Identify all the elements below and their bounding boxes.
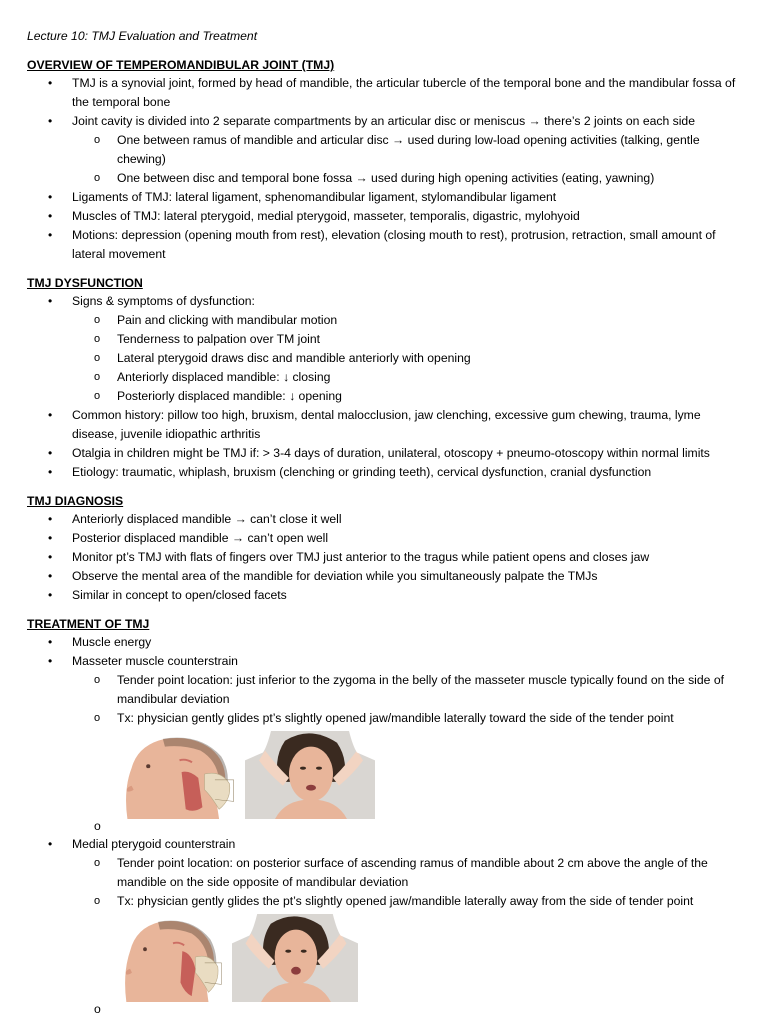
- sub-bullet-marker: o: [94, 314, 101, 326]
- list-item: [27, 652, 743, 835]
- treatment-photo: [232, 914, 358, 1002]
- bullet-list: [27, 633, 743, 1018]
- bullet-marker: •: [48, 588, 53, 602]
- list-item-text: Monitor pt’s TMJ with flats of fingers over TMJ just anterior to the tragus while patient opens and closes jaw: [72, 550, 650, 564]
- bullet-marker: •: [48, 294, 53, 308]
- list-item: [27, 463, 743, 482]
- sub-bullet-marker: o: [94, 857, 101, 869]
- sub-list-item-text: Tx: physician gently glides the pt’s slightly opened jaw/mandible laterally away from the side of tender point: [117, 894, 694, 908]
- list-item-text: TMJ is a synovial joint, formed by head of mandible, the articular tubercle of the temporal bone and the mandibular fossa of the temporal bone: [72, 76, 736, 109]
- bullet-marker: •: [48, 635, 53, 649]
- bullet-marker: •: [48, 512, 53, 526]
- sub-list-item-text: Tenderness to palpation over TM joint: [117, 332, 321, 346]
- section-heading: OVERVIEW OF TEMPEROMANDIBULAR JOINT (TMJ): [27, 58, 335, 72]
- sub-bullet-marker: o: [94, 1002, 101, 1016]
- section-heading: TMJ DYSFUNCTION: [27, 276, 143, 290]
- figure-list-item: [72, 731, 743, 835]
- bullet-marker: •: [48, 408, 53, 422]
- section: [27, 274, 743, 482]
- sub-list-item-text: Pain and clicking with mandibular motion: [117, 313, 338, 327]
- list-item: [27, 444, 743, 463]
- bullet-marker: •: [48, 114, 53, 128]
- list-item-text: Ligaments of TMJ: lateral ligament, sphenomandibular ligament, stylomandibular ligament: [72, 190, 557, 204]
- sub-bullet-list: [72, 854, 743, 1018]
- bullet-marker: •: [48, 837, 53, 851]
- section-heading: TREATMENT OF TMJ: [27, 617, 150, 631]
- list-item: [27, 510, 743, 529]
- bullet-marker: •: [48, 228, 53, 242]
- list-item-text: Masseter muscle counterstrain: [72, 654, 238, 668]
- bullet-marker: •: [48, 446, 53, 460]
- bullet-marker: •: [48, 465, 53, 479]
- treatment-photo: [245, 731, 375, 819]
- list-item: [27, 406, 743, 444]
- figure-row: [117, 731, 743, 819]
- section-heading: TMJ DIAGNOSIS: [27, 494, 124, 508]
- sub-bullet-marker: o: [94, 333, 101, 345]
- sub-list-item: [72, 671, 743, 709]
- sub-list-item: [72, 131, 743, 169]
- sub-list-item-text: Anteriorly displaced mandible: ↓ closing: [117, 370, 331, 384]
- bullet-marker: •: [48, 76, 53, 90]
- bullet-marker: •: [48, 550, 53, 564]
- bullet-marker: •: [48, 190, 53, 204]
- sub-bullet-marker: o: [94, 895, 101, 907]
- sub-list-item: [72, 311, 743, 330]
- section: [27, 56, 743, 264]
- sub-list-item-text: Posteriorly displaced mandible: ↓ opening: [117, 389, 342, 403]
- list-item: [27, 835, 743, 1018]
- list-item-text: Observe the mental area of the mandible for deviation while you simultaneously palpate the TMJs: [72, 569, 598, 583]
- list-item: [27, 112, 743, 188]
- sub-bullet-list: [72, 311, 743, 406]
- section: [27, 492, 743, 605]
- sub-list-item: [72, 368, 743, 387]
- list-item-text: Muscle energy: [72, 635, 152, 649]
- sub-list-item: [72, 892, 743, 911]
- sub-list-item: [72, 169, 743, 188]
- list-item: [27, 633, 743, 652]
- bullet-marker: •: [48, 654, 53, 668]
- bullet-marker: •: [48, 531, 53, 545]
- list-item-text: Muscles of TMJ: lateral pterygoid, medial pterygoid, masseter, temporalis, digastric, mylohyoid: [72, 209, 580, 223]
- anatomy-illustration: [117, 731, 242, 819]
- list-item-text: Medial pterygoid counterstrain: [72, 837, 236, 851]
- document-title: Lecture 10: TMJ Evaluation and Treatment: [27, 29, 258, 43]
- list-item-text: Posterior displaced mandible → can’t open well: [72, 531, 329, 545]
- sub-bullet-marker: o: [94, 172, 101, 184]
- empty-sub-bullet: [94, 1002, 743, 1018]
- bullet-list: [27, 292, 743, 482]
- list-item: [27, 188, 743, 207]
- sub-bullet-list: [72, 671, 743, 835]
- sub-list-item: [72, 709, 743, 728]
- list-item-text: Signs & symptoms of dysfunction:: [72, 294, 255, 308]
- sub-bullet-marker: o: [94, 352, 101, 364]
- section: [27, 615, 743, 1018]
- list-item-text: Motions: depression (opening mouth from rest), elevation (closing mouth to rest), protrusion, retraction, small amount of lateral movement: [72, 228, 716, 261]
- list-item-text: Joint cavity is divided into 2 separate compartments by an articular disc or meniscus → there’s 2 joints on each side: [72, 114, 695, 128]
- bullet-marker: •: [48, 209, 53, 223]
- sub-list-item: [72, 854, 743, 892]
- sub-list-item: [72, 330, 743, 349]
- sub-bullet-marker: o: [94, 134, 101, 146]
- sections-container: [27, 56, 743, 1018]
- bullet-list: [27, 74, 743, 264]
- list-item-text: Anteriorly displaced mandible → can’t close it well: [72, 512, 342, 526]
- bullet-marker: •: [48, 569, 53, 583]
- list-item-text: Otalgia in children might be TMJ if: > 3-4 days of duration, unilateral, otoscopy + pneumo-otoscopy within normal limits: [72, 446, 710, 460]
- sub-list-item: [72, 387, 743, 406]
- list-item: [27, 529, 743, 548]
- sub-list-item-text: One between ramus of mandible and articular disc → used during low-load opening activities (talking, gentle chewing): [117, 133, 700, 166]
- sub-list-item-text: Tx: physician gently glides pt’s slightly opened jaw/mandible laterally toward the side of the tender point: [117, 711, 674, 725]
- document-page: [27, 26, 743, 1018]
- sub-bullet-marker: o: [94, 819, 101, 833]
- sub-list-item-text: Tender point location: just inferior to the zygoma in the belly of the masseter muscle typically found on the side of mandibular deviation: [117, 673, 724, 706]
- sub-list-item-text: Tender point location: on posterior surface of ascending ramus of mandible about 2 cm above the angle of the mandible on the side opposite of mandibular deviation: [117, 856, 708, 889]
- list-item-text: Similar in concept to open/closed facets: [72, 588, 287, 602]
- bullet-list: [27, 510, 743, 605]
- sub-bullet-marker: o: [94, 674, 101, 686]
- sub-bullet-marker: o: [94, 371, 101, 383]
- list-item: [27, 74, 743, 112]
- list-item: [27, 548, 743, 567]
- list-item-text: Etiology: traumatic, whiplash, bruxism (clenching or grinding teeth), cervical dysfunction, cranial dysfunction: [72, 465, 652, 479]
- list-item-text: Common history: pillow too high, bruxism, dental malocclusion, jaw clenching, excessive gum chewing, trauma, lyme disease, juvenile idiopathic arthritis: [72, 408, 701, 441]
- empty-sub-bullet: [94, 819, 743, 835]
- list-item: [27, 226, 743, 264]
- sub-list-item-text: One between disc and temporal bone fossa → used during high opening activities (eating, yawning): [117, 171, 655, 185]
- list-item: [27, 207, 743, 226]
- sub-bullet-list: [72, 131, 743, 188]
- list-item: [27, 292, 743, 406]
- sub-bullet-marker: o: [94, 390, 101, 402]
- anatomy-illustration: [117, 914, 229, 1002]
- sub-list-item-text: Lateral pterygoid draws disc and mandible anteriorly with opening: [117, 351, 471, 365]
- figure-list-item: [72, 914, 743, 1018]
- sub-bullet-marker: o: [94, 712, 101, 724]
- sub-list-item: [72, 349, 743, 368]
- list-item: [27, 586, 743, 605]
- list-item: [27, 567, 743, 586]
- figure-row: [117, 914, 743, 1002]
